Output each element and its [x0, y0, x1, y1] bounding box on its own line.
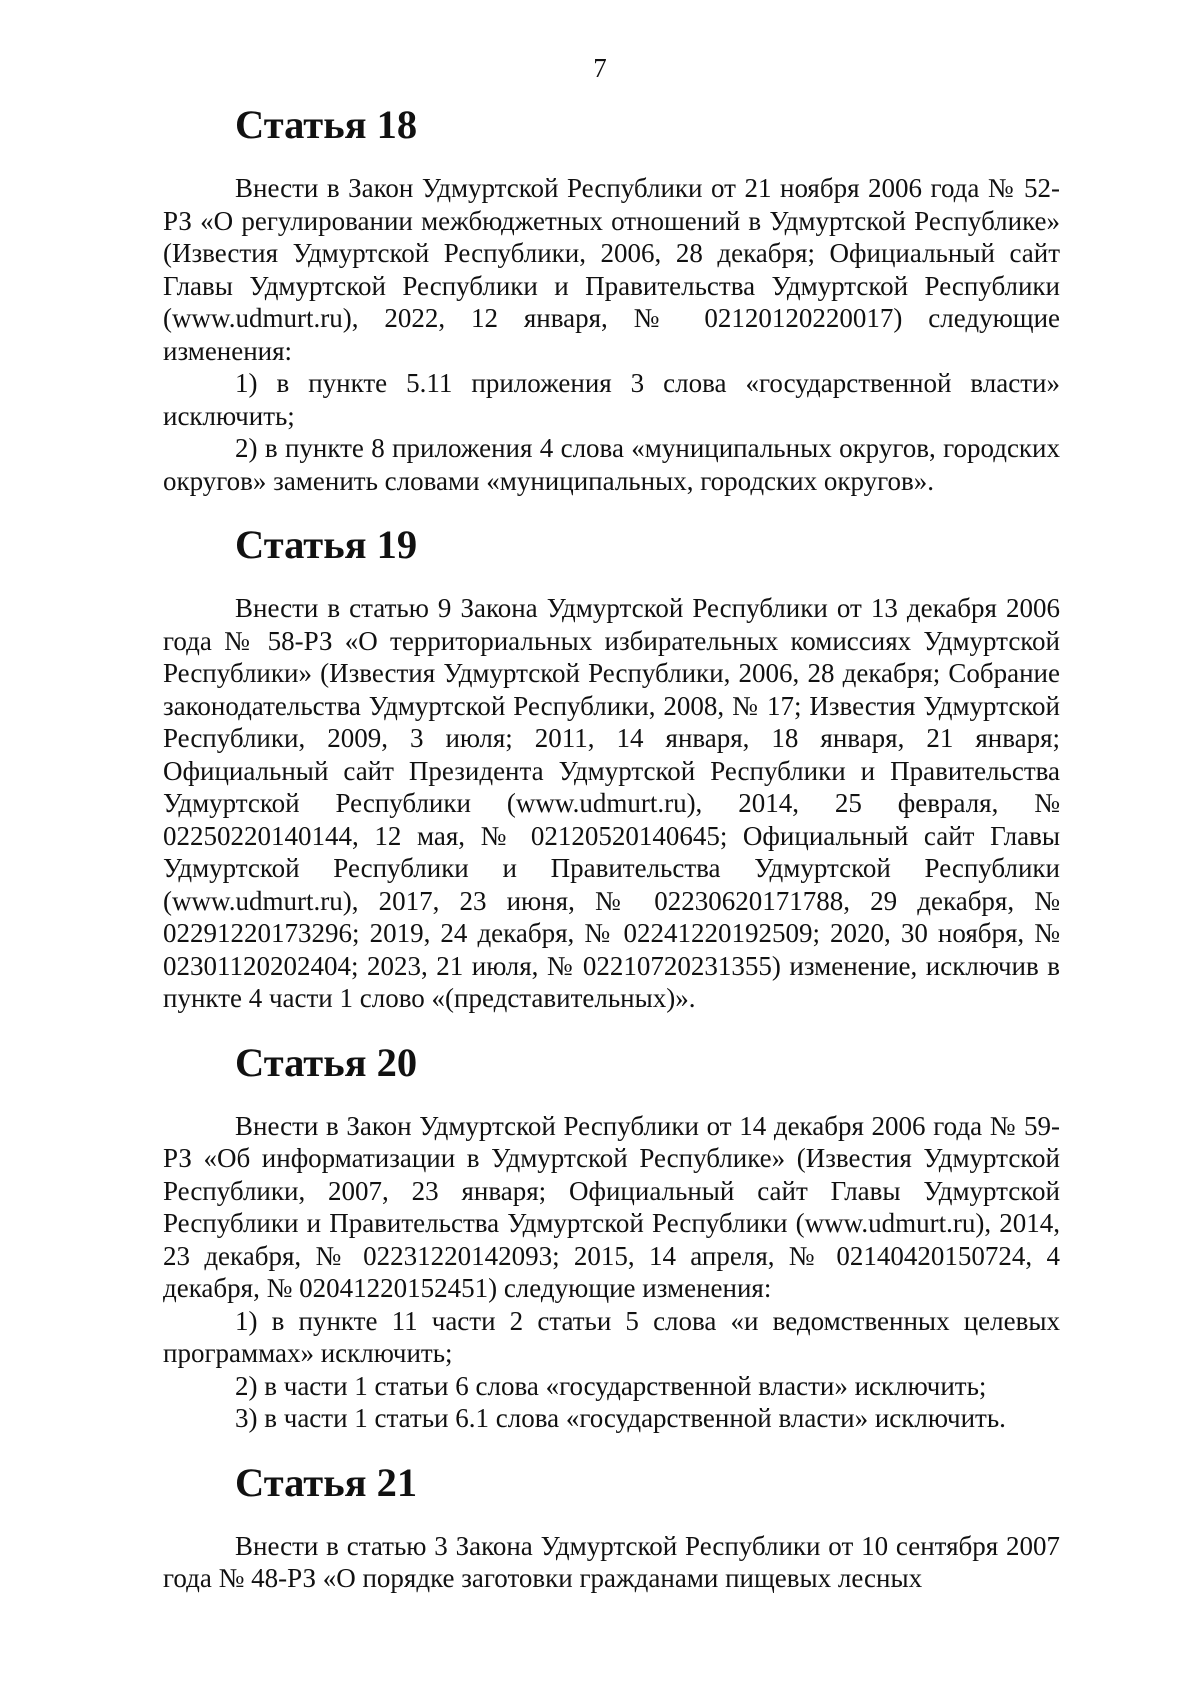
article-heading: Статья 19 — [235, 522, 418, 567]
article-19 — [163, 522, 1060, 1015]
document-body — [163, 102, 1060, 1595]
article-21 — [163, 1459, 1060, 1595]
article-paragraph: Внести в Закон Удмуртской Республики от 21 ноября 2006 года № 52-РЗ «О регулировании межбюджетных отношений в Удмуртской Республике» (Известия Удмуртской Республики, 2006, 28 декабря; Официальный сайт Главы Удмуртской Республики и Правительства Удмуртской Республики (www.udmurt.ru), 2022, 12 января, № 02120120220017) следующие изменения: — [163, 173, 1060, 366]
article-heading: Статья 18 — [235, 102, 418, 147]
article-heading: Статья 20 — [235, 1039, 418, 1085]
article-paragraph: 1) в пункте 11 части 2 статьи 5 слова «и ведомственных целевых программах» исключить; — [163, 1305, 1060, 1368]
article-18 — [163, 102, 1060, 497]
page-number: 7 — [593, 53, 607, 83]
article-heading: Статья 21 — [235, 1459, 418, 1505]
article-paragraph: 1) в пункте 5.11 приложения 3 слова «государственной власти» исключить; — [163, 368, 1060, 431]
article-20 — [163, 1039, 1060, 1435]
article-paragraph: Внести в статью 9 Закона Удмуртской Республики от 13 декабря 2006 года № 58-РЗ «О территориальных избирательных комиссиях Удмуртской Республики» (Известия Удмуртской Республики, 2006, 28 декабря; Собрание законодательства Удмуртской Республики, 2008, № 17; Известия Удмуртской Республики, 2009, 3 июля; 2011, 14 января, 18 января, 21 января; Официальный сайт Президента Удмуртской Республики и Правительства Удмуртской Республики (www.udmurt.ru), 2014, 25 февраля, № 02250220140144, 12 мая, № 02120520140645; Официальный сайт Главы Удмуртской Республики и Правительства Удмуртской Республики (www.udmurt.ru), 2017, 23 июня, № 02230620171788, 29 декабря, № 02291220173296; 2019, 24 декабря, № 02241220192509; 2020, 30 ноября, № 02301120202404; 2023, 21 июля, № 02210720231355) изменение, исключив в пункте 4 части 1 слово «(представительных)». — [163, 593, 1060, 1013]
article-paragraph: 3) в части 1 статьи 6.1 слова «государственной власти» исключить. — [235, 1403, 1006, 1433]
article-paragraph: 2) в части 1 статьи 6 слова «государственной власти» исключить; — [235, 1370, 987, 1401]
article-paragraph: 2) в пункте 8 приложения 4 слова «муниципальных округов, городских округов» заменить словами «муниципальных, городских округов». — [163, 433, 1060, 496]
article-paragraph: Внести в Закон Удмуртской Республики от 14 декабря 2006 года № 59-РЗ «Об информатизации в Удмуртской Республике» (Известия Удмуртской Республики, 2007, 23 января; Официальный сайт Главы Удмуртской Республики и Правительства Удмуртской Республики (www.udmurt.ru), 2014, 23 декабря, № 02231220142093; 2015, 14 апреля, № 02140420150724, 4 декабря, № 02041220152451) следующие изменения: — [163, 1110, 1060, 1303]
article-paragraph: Внести в статью 3 Закона Удмуртской Республики от 10 сентября 2007 года № 48-РЗ «О порядке заготовки гражданами пищевых лесных — [163, 1530, 1060, 1593]
